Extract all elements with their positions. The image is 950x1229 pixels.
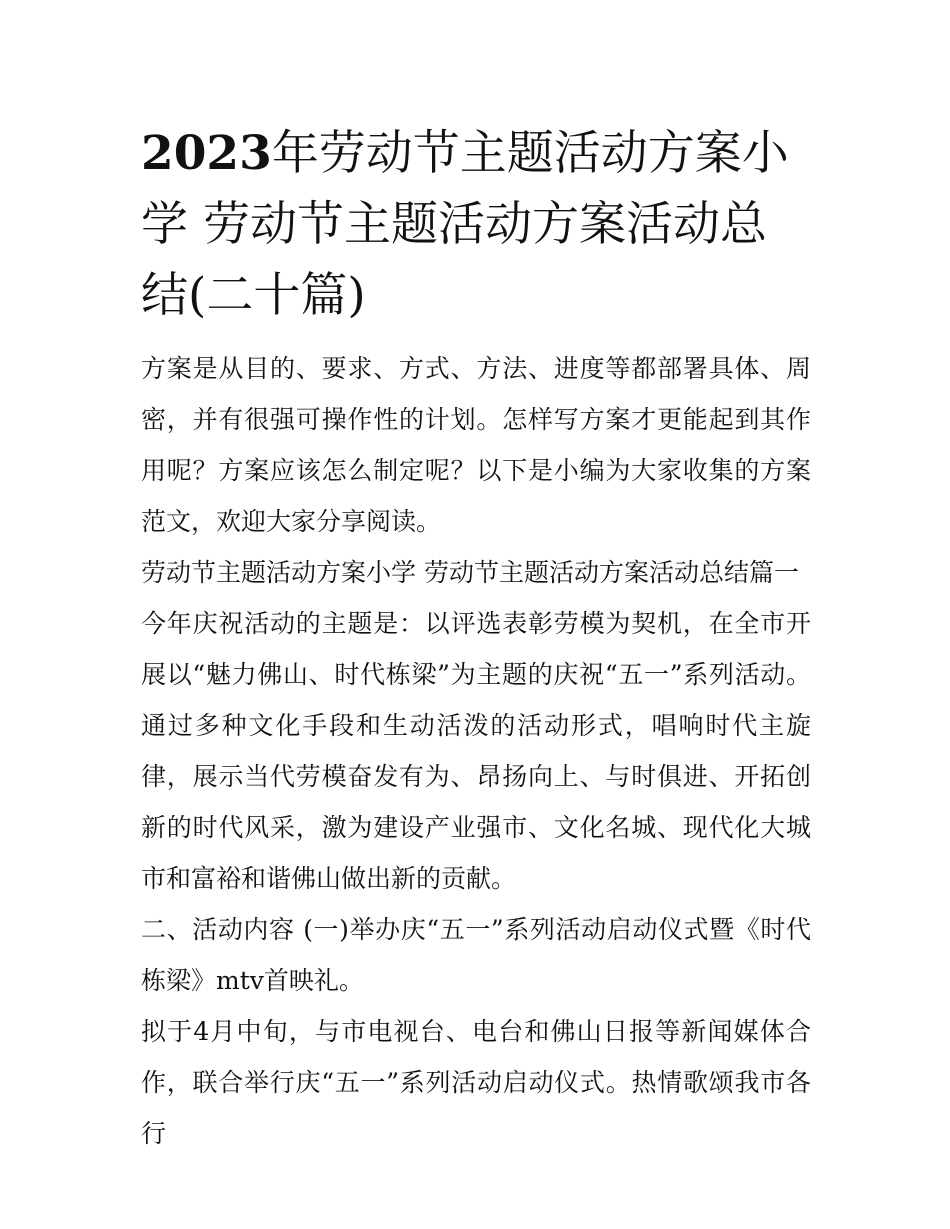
intro-paragraph: 方案是从目的、要求、方式、方法、进度等都部署具体、周密，并有很强可操作性的计划。怎样写方案才更能起到其作用呢？方案应该怎么制定呢？以下是小编为大家收集的方案范文，欢迎大家分享阅读。 [141,354,811,536]
body-paragraph: 拟于4月中旬，与市电视台、电台和佛山日报等新闻媒体合作，联合举行庆“五一”系列活动启动仪式。热情歌颂我市各行 [141,1017,811,1148]
body-paragraph: 今年庆祝活动的主题是：以评选表彰劳模为契机，在全市开展以“魅力佛山、时代栋梁”为主题的庆祝“五一”系列活动。通过多种文化手段和生动活泼的活动形式，唱响时代主旋律，展示当代劳模奋发有为、昂扬向上、与时俱进、开拓创新的时代风采，激为建设产业强市、文化名城、现代化大城市和富裕和谐佛山做出新的贡献。 [141,609,811,893]
document-title [141,118,811,331]
section-heading: 劳动节主题活动方案小学 劳动节主题活动方案活动总结篇一 [141,558,799,587]
document-body [141,118,811,1159]
title-year: 2023 [141,126,272,181]
activity-content-paragraph: 二、活动内容 (一)举办庆“五一”系列活动启动仪式暨《时代栋梁》mtv首映礼。 [141,915,811,995]
title-text: 年劳动节主题活动方案小学 劳动节主题活动方案活动总结(二十篇) [141,126,789,323]
